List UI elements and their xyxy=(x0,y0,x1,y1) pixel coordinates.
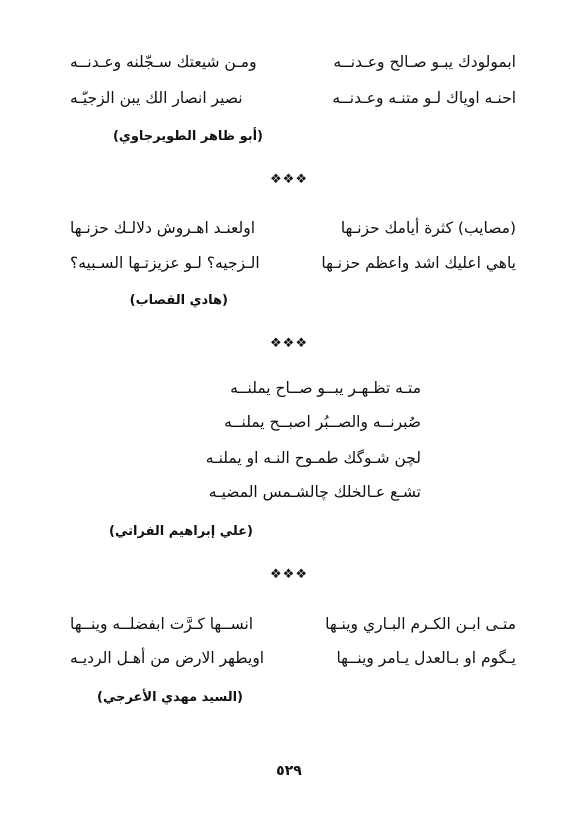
section-separator: ❖❖❖ xyxy=(270,336,308,351)
verse-left-hemistich: اولعنـد اهـروش دلالـك حزنـها xyxy=(70,219,256,237)
verse-left-hemistich: الـزجيه؟ لـو عزيزتـها السـبيه؟ xyxy=(70,254,260,272)
poet-attribution: (علي إبراهيم الفراتي) xyxy=(109,524,253,539)
verse-line xyxy=(70,480,516,504)
verse-right-hemistich: ابمولودك يبـو صـالح وعـدنــه xyxy=(333,53,516,71)
verse-line xyxy=(70,446,516,470)
verse-line xyxy=(70,376,516,400)
verse-line xyxy=(70,86,516,110)
verse-right-hemistich: متـى ابـن الكـرم البـاري وينـها xyxy=(325,615,516,633)
verse-right-hemistich: يـگوم او بـالعدل يـامر وينــها xyxy=(336,649,516,667)
poet-attribution: (أبو ظاهر الطويرجاوي) xyxy=(112,129,263,144)
verse-hemistich: متـه تظـهـر يبــو صــاح يملنــه xyxy=(230,379,421,397)
verse-hemistich: تشـع عـالخلك چالشـمس المضيـه xyxy=(208,483,421,501)
verse-line xyxy=(70,646,516,670)
verse-left-hemistich: ومـن شيعتك سـجّلنه وعـدنــه xyxy=(70,53,257,71)
verse-right-hemistich: احنـه اوياك لـو متنـه وعـدنــه xyxy=(332,89,516,107)
section-separator: ❖❖❖ xyxy=(270,172,308,187)
verse-hemistich: لچن شـوگك طمـوح النـه او يملنـه xyxy=(205,449,421,467)
verse-line xyxy=(70,612,516,636)
verse-left-hemistich: اويطهر الارض من أهـل الرديـه xyxy=(70,649,265,667)
poet-attribution: (هادي القصاب) xyxy=(129,293,228,308)
verse-left-hemistich: انســها كـرَّت ابفضلــه وينــها xyxy=(70,615,254,633)
verse-left-hemistich: نصير انصار الك يبن الزجيّـه xyxy=(70,89,243,107)
verse-hemistich: صُبرنــه والصــبُر اصبــح يملنــه xyxy=(224,413,421,431)
verse-right-hemistich: ياهي اعليك اشد واعظم حزنـها xyxy=(321,254,516,272)
poet-attribution: (السيد مهدي الأعرجي) xyxy=(97,690,243,705)
verse-line xyxy=(70,410,516,434)
verse-line xyxy=(70,216,516,240)
verse-line xyxy=(70,251,516,275)
verse-right-hemistich: (مصايب) كثرة أيامك حزنـها xyxy=(340,219,516,237)
section-separator: ❖❖❖ xyxy=(270,567,308,582)
verse-line xyxy=(70,50,516,74)
page-number: ٥٢٩ xyxy=(276,763,302,779)
